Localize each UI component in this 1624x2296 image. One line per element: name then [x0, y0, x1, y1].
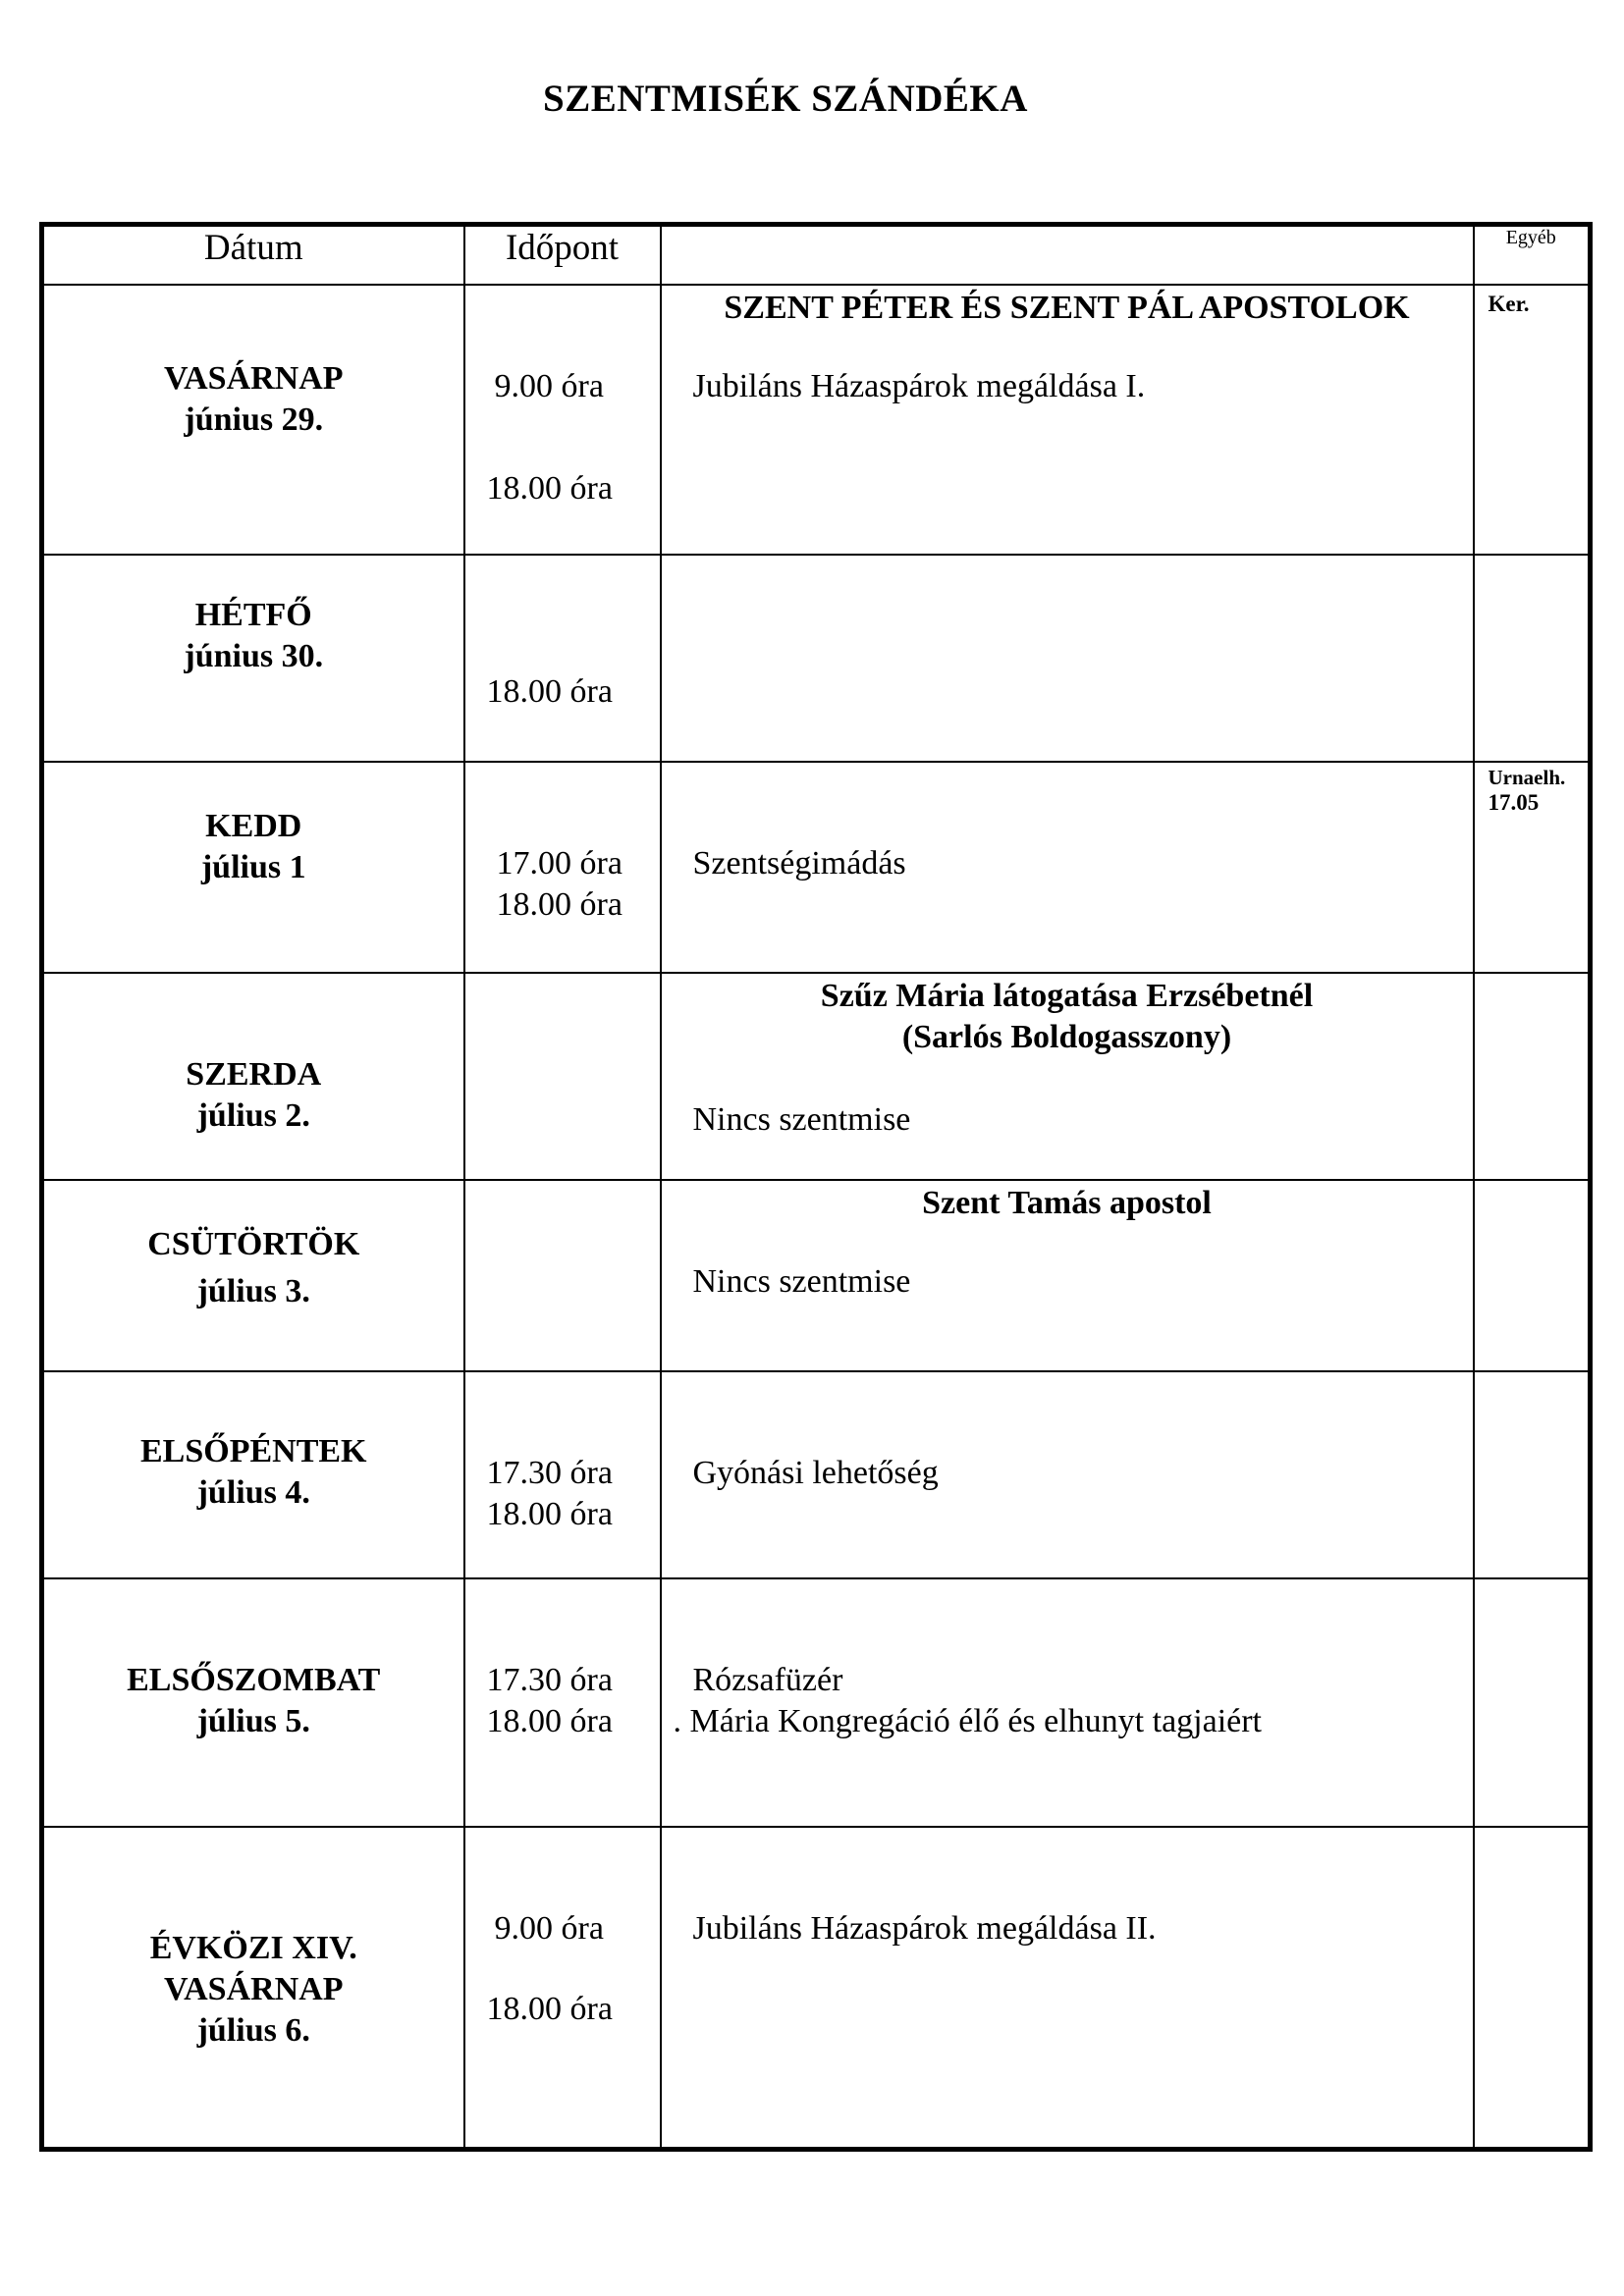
header-row [42, 225, 1591, 286]
mass-time: 18.00 óra [486, 470, 613, 507]
intent-note: Szentségimádás [692, 845, 906, 881]
time-cell [464, 1371, 661, 1578]
mass-time: 18.00 óra [486, 673, 613, 710]
day-name: SZERDA [186, 1056, 322, 1093]
intent-note: Jubiláns Házaspárok megáldása I. [692, 368, 1146, 404]
intent-note: Rózsafüzér [692, 1662, 843, 1698]
day-date: július 2. [196, 1097, 310, 1134]
page-title: SZENTMISÉK SZÁNDÉKA [543, 78, 1028, 120]
table-row [42, 1180, 1591, 1371]
day-name: VASÁRNAP [163, 360, 344, 397]
time-cell [464, 555, 661, 762]
intent-cell [661, 1180, 1474, 1371]
intent-cell [661, 1827, 1474, 2149]
table-row [42, 973, 1591, 1180]
other-note: Urnaelh. [1488, 766, 1566, 789]
other-cell [1474, 1180, 1591, 1371]
day-name: CSÜTÖRTÖK [147, 1226, 360, 1262]
time-cell [464, 1180, 661, 1371]
header-intent [661, 225, 1474, 286]
feast-heading: Szent Tamás apostol [922, 1185, 1212, 1221]
date-cell [42, 555, 464, 762]
table-row [42, 555, 1591, 762]
mass-time: 17.00 óra [496, 845, 623, 881]
time-cell [464, 1827, 661, 2149]
intent-cell [661, 973, 1474, 1180]
header-date: Dátum [42, 225, 464, 286]
intent-note: Nincs szentmise [692, 1101, 911, 1138]
intent-cell [661, 285, 1474, 555]
other-cell [1474, 1578, 1591, 1827]
intent-cell [661, 555, 1474, 762]
other-note: 17.05 [1488, 790, 1540, 815]
date-cell [42, 1578, 464, 1827]
other-cell [1474, 555, 1591, 762]
day-name: KEDD [205, 808, 302, 844]
other-cell [1474, 1371, 1591, 1578]
mass-time: 17.30 óra [486, 1662, 613, 1698]
other-cell [1474, 1827, 1591, 2149]
date-cell [42, 1371, 464, 1578]
day-date: július 3. [196, 1273, 310, 1309]
date-cell [42, 1827, 464, 2149]
header-time: Időpont [464, 225, 661, 286]
table-row [42, 1578, 1591, 1827]
feast-heading-sub: (Sarlós Boldogasszony) [901, 1019, 1232, 1055]
time-cell [464, 1578, 661, 1827]
table-row [42, 1827, 1591, 2149]
header-other: Egyéb [1474, 225, 1591, 286]
time-cell [464, 285, 661, 555]
intent-cell [661, 1371, 1474, 1578]
mass-time: 9.00 óra [494, 1910, 604, 1947]
intent-note: . Mária Kongregáció élő és elhunyt tagjaiért [673, 1703, 1262, 1739]
date-cell [42, 762, 464, 973]
day-name: ELSŐPÉNTEK [139, 1433, 367, 1469]
mass-schedule-table [39, 222, 1593, 2152]
time-cell [464, 762, 661, 973]
day-name: HÉTFŐ [194, 597, 312, 633]
day-name-2: VASÁRNAP [163, 1971, 344, 2007]
intent-cell [661, 762, 1474, 973]
other-cell [1474, 285, 1591, 555]
time-cell [464, 973, 661, 1180]
day-date: június 30. [184, 638, 324, 674]
mass-time: 9.00 óra [494, 368, 604, 404]
day-date: július 4. [196, 1474, 310, 1511]
intent-note: Nincs szentmise [692, 1263, 911, 1300]
date-cell [42, 1180, 464, 1371]
other-cell [1474, 762, 1591, 973]
mass-time: 17.30 óra [486, 1455, 613, 1491]
day-name: ELSŐSZOMBAT [127, 1662, 381, 1698]
day-date: július 5. [196, 1703, 310, 1739]
intent-note: Gyónási lehetőség [692, 1455, 939, 1491]
table-row [42, 1371, 1591, 1578]
other-note: Ker. [1488, 292, 1530, 316]
other-cell [1474, 973, 1591, 1180]
table-row [42, 285, 1591, 555]
feast-heading: Szűz Mária látogatása Erzsébetnél [820, 978, 1314, 1014]
mass-time: 18.00 óra [496, 886, 623, 923]
day-name: ÉVKÖZI XIV. [149, 1930, 357, 1966]
mass-time: 18.00 óra [486, 1496, 613, 1532]
day-date: június 29. [184, 401, 324, 438]
day-date: július 6. [196, 2012, 310, 2049]
mass-time: 18.00 óra [486, 1991, 613, 2027]
intent-note: Jubiláns Házaspárok megáldása II. [692, 1910, 1157, 1947]
date-cell [42, 973, 464, 1180]
feast-heading: SZENT PÉTER ÉS SZENT PÁL APOSTOLOK [724, 290, 1410, 326]
date-cell [42, 285, 464, 555]
intent-cell [661, 1578, 1474, 1827]
day-date: július 1 [200, 849, 306, 885]
table-row [42, 762, 1591, 973]
mass-time: 18.00 óra [486, 1703, 613, 1739]
